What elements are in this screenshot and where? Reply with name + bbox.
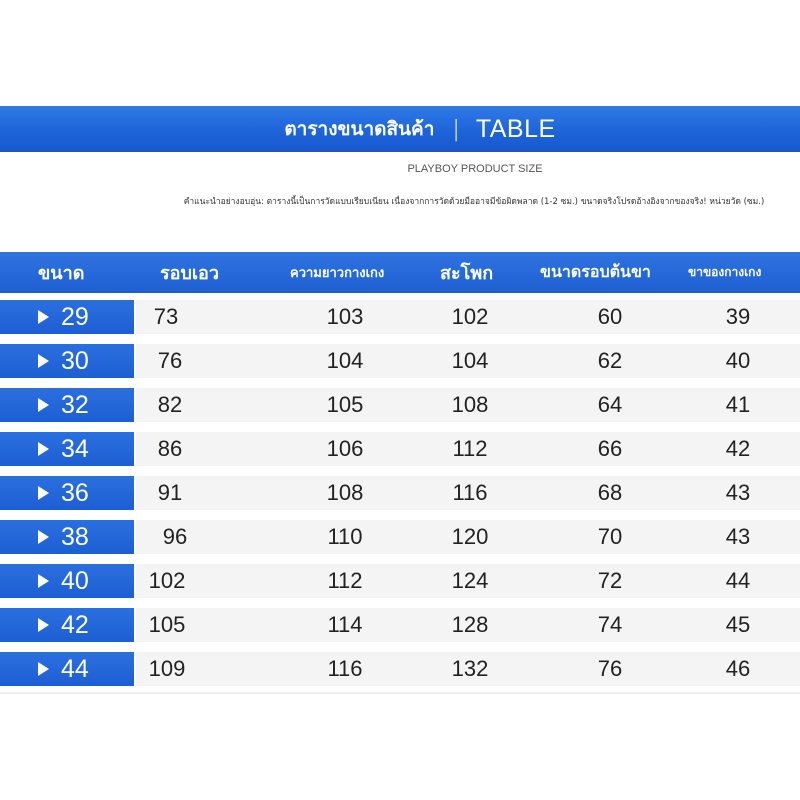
waist-value: 105 xyxy=(148,612,186,637)
thigh-value: 74 xyxy=(597,612,623,637)
hem-value: 44 xyxy=(725,568,751,593)
title-banner xyxy=(0,106,800,152)
hem-value: 43 xyxy=(725,480,751,505)
arrow-icon xyxy=(38,310,49,324)
waist-value: 91 xyxy=(157,480,183,505)
header-hem: ขาของกางเกง xyxy=(688,265,762,279)
header-length: ความยาวกางเกง xyxy=(290,266,385,281)
length-value: 112 xyxy=(327,568,363,593)
arrow-icon xyxy=(38,486,49,500)
waist-value: 102 xyxy=(148,568,186,593)
table-row xyxy=(0,516,800,560)
arrow-icon xyxy=(38,662,49,676)
thigh-value: 68 xyxy=(597,480,623,505)
size-value: 42 xyxy=(61,610,89,639)
size-cell xyxy=(0,476,134,510)
table-row xyxy=(0,296,800,340)
measurement-note: คำแนะนำอย่างอบอุ่น: ตารางนี้เป็นการวัดแบบเรียบเนียน เนื่องจากการวัดด้วยมืออาจมีข้อผิดพลาด (1-2 ซม.) ขนาดจริงโปรดอ้างอิงจากของจริง! หน่วยวัด (ซม.) xyxy=(183,197,765,207)
table-header xyxy=(0,252,800,293)
size-cell xyxy=(0,388,134,422)
hem-value: 41 xyxy=(725,392,751,417)
hip-value: 108 xyxy=(451,392,489,417)
hem-value: 42 xyxy=(725,436,751,461)
hem-value: 43 xyxy=(725,524,751,549)
thigh-value: 60 xyxy=(597,304,623,329)
size-cell xyxy=(0,344,134,378)
header-thigh: ขนาดรอบต้นขา xyxy=(540,262,651,281)
header-waist: รอบเอว xyxy=(160,263,219,284)
hem-value: 46 xyxy=(725,656,751,681)
product-subtitle: PLAYBOY PRODUCT SIZE xyxy=(407,163,543,175)
table-row xyxy=(0,472,800,516)
waist-value: 96 xyxy=(162,524,188,549)
arrow-icon xyxy=(38,530,49,544)
table-row xyxy=(0,604,800,648)
hip-value: 132 xyxy=(451,656,489,681)
size-value: 36 xyxy=(61,478,89,507)
hem-value: 39 xyxy=(725,304,751,329)
length-value: 104 xyxy=(326,348,364,373)
waist-value: 86 xyxy=(157,436,183,461)
table-row xyxy=(0,560,800,604)
table-row xyxy=(0,428,800,472)
length-value: 110 xyxy=(327,524,363,549)
size-value: 32 xyxy=(61,390,89,419)
length-value: 105 xyxy=(326,392,364,417)
hip-value: 102 xyxy=(451,304,489,329)
waist-value: 76 xyxy=(157,348,183,373)
size-value: 29 xyxy=(61,302,89,331)
size-value: 44 xyxy=(61,654,89,683)
length-value: 106 xyxy=(326,436,364,461)
banner-table-label: TABLE xyxy=(475,114,556,143)
thigh-value: 76 xyxy=(597,656,623,681)
thigh-value: 72 xyxy=(597,568,623,593)
hip-value: 124 xyxy=(451,568,489,593)
hip-value: 120 xyxy=(451,524,489,549)
size-value: 38 xyxy=(61,522,89,551)
waist-value: 82 xyxy=(157,392,183,417)
length-value: 103 xyxy=(326,304,364,329)
size-cell xyxy=(0,300,134,334)
hip-value: 116 xyxy=(452,480,488,505)
banner-separator: | xyxy=(452,116,460,142)
hip-value: 128 xyxy=(451,612,489,637)
length-value: 108 xyxy=(326,480,364,505)
arrow-icon xyxy=(38,398,49,412)
hem-value: 40 xyxy=(725,348,751,373)
size-cell xyxy=(0,432,134,466)
size-value: 30 xyxy=(61,346,89,375)
size-value: 40 xyxy=(61,566,89,595)
header-size: ขนาด xyxy=(38,263,85,284)
length-value: 116 xyxy=(327,656,363,681)
table-row xyxy=(0,340,800,384)
arrow-icon xyxy=(38,354,49,368)
size-cell xyxy=(0,564,134,598)
arrow-icon xyxy=(38,442,49,456)
waist-value: 73 xyxy=(153,304,179,329)
length-value: 114 xyxy=(327,612,363,637)
table-row xyxy=(0,384,800,428)
hip-value: 104 xyxy=(451,348,489,373)
thigh-value: 64 xyxy=(597,392,623,417)
size-cell xyxy=(0,608,134,642)
size-cell xyxy=(0,520,134,554)
hip-value: 112 xyxy=(452,436,488,461)
header-hip: สะโพก xyxy=(440,263,494,284)
banner-title: ตารางขนาดสินค้า xyxy=(284,118,435,140)
hem-value: 45 xyxy=(725,612,751,637)
thigh-value: 66 xyxy=(597,436,623,461)
table-bottom-divider xyxy=(0,692,800,694)
size-cell xyxy=(0,652,134,686)
waist-value: 109 xyxy=(148,656,186,681)
size-value: 34 xyxy=(61,434,89,463)
thigh-value: 70 xyxy=(597,524,623,549)
thigh-value: 62 xyxy=(597,348,623,373)
size-table-body xyxy=(0,296,800,692)
arrow-icon xyxy=(38,618,49,632)
arrow-icon xyxy=(38,574,49,588)
table-row xyxy=(0,648,800,692)
